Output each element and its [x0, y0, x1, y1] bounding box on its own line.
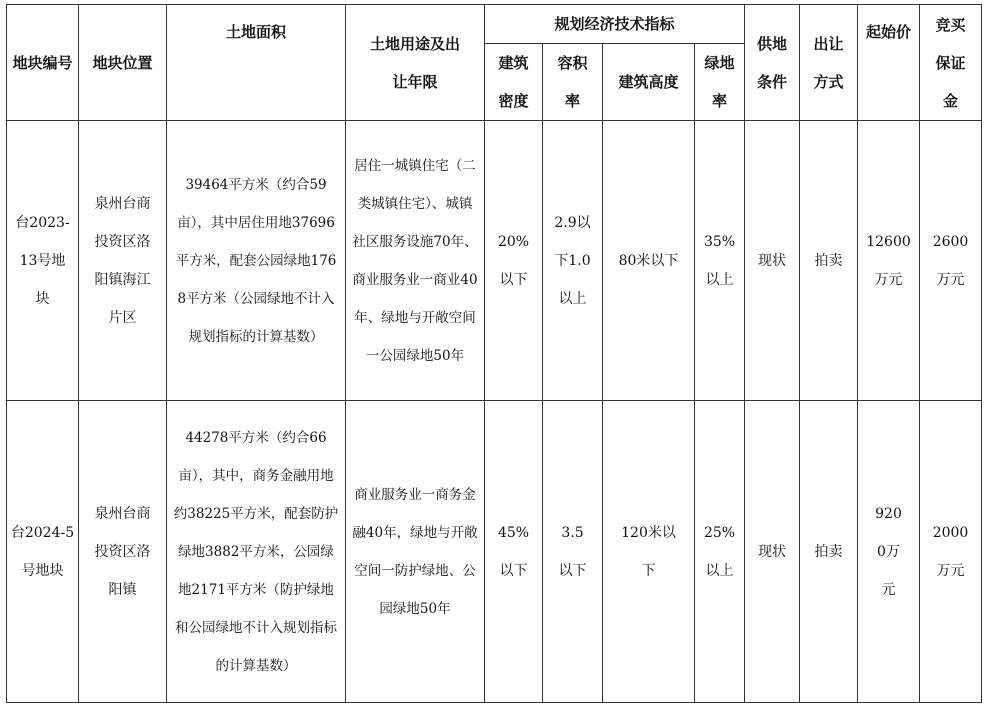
- header-usage: 土地用途及出让年限: [346, 5, 485, 121]
- table-row: [7, 121, 982, 401]
- cell-method: 拍卖: [800, 401, 858, 703]
- header-far: 容积率: [543, 44, 603, 121]
- cell-density: 20%以下: [485, 121, 543, 401]
- cell-far: 3.5以下: [543, 401, 603, 703]
- cell-start-price: 9200万元: [858, 401, 920, 703]
- cell-plot-no: 台2024-5号地块: [7, 401, 79, 703]
- cell-density: 45%以下: [485, 401, 543, 703]
- header-height: 建筑高度: [603, 44, 695, 121]
- cell-area: 44278平方米（约合66亩），其中，商务金融用地约38225平方米，配套防护绿地3882平方米，公园绿地2171平方米（防护绿地和公园绿地不计入规划指标的计算基数）: [167, 401, 346, 703]
- cell-green: 25%以上: [695, 401, 745, 703]
- cell-supply: 现状: [745, 121, 800, 401]
- cell-location: 泉州台商投资区洛阳镇海江片区: [79, 121, 167, 401]
- cell-height: 80米以下: [603, 121, 695, 401]
- header-indicators: 规划经济技术指标: [485, 5, 745, 44]
- table-row: [7, 401, 982, 703]
- header-green: 绿地率: [695, 44, 745, 121]
- header-deposit: 竞买保证金: [920, 5, 982, 121]
- header-supply: 供地条件: [745, 5, 800, 121]
- header-location: 地块位置: [79, 5, 167, 121]
- cell-usage: 商业服务业一商务金融40年，绿地与开敞空间一防护绿地、公园绿地50年: [346, 401, 485, 703]
- cell-usage: 居住一城镇住宅（二类城镇住宅）、城镇社区服务设施70年、商业服务业一商业40年、绿地与开敞空间一公园绿地50年: [346, 121, 485, 401]
- cell-plot-no: 台2023-13号地块: [7, 121, 79, 401]
- header-density: 建筑密度: [485, 44, 543, 121]
- cell-area: 39464平方米（约合59亩），其中居住用地37696平方米，配套公园绿地1768平方米（公园绿地不计入规划指标的计算基数）: [167, 121, 346, 401]
- cell-location: 泉州台商投资区洛阳镇: [79, 401, 167, 703]
- land-plot-table: [6, 4, 982, 703]
- cell-height: 120米以下: [603, 401, 695, 703]
- header-plot-no: 地块编号: [7, 5, 79, 121]
- cell-supply: 现状: [745, 401, 800, 703]
- header-area: 土地面积: [167, 5, 346, 121]
- header-method: 出让方式: [800, 5, 858, 121]
- cell-green: 35%以上: [695, 121, 745, 401]
- cell-method: 拍卖: [800, 121, 858, 401]
- cell-deposit: 2000万元: [920, 401, 982, 703]
- cell-deposit: 2600万元: [920, 121, 982, 401]
- cell-far: 2.9以下1.0以上: [543, 121, 603, 401]
- cell-start-price: 12600万元: [858, 121, 920, 401]
- header-start-price: 起始价: [858, 5, 920, 121]
